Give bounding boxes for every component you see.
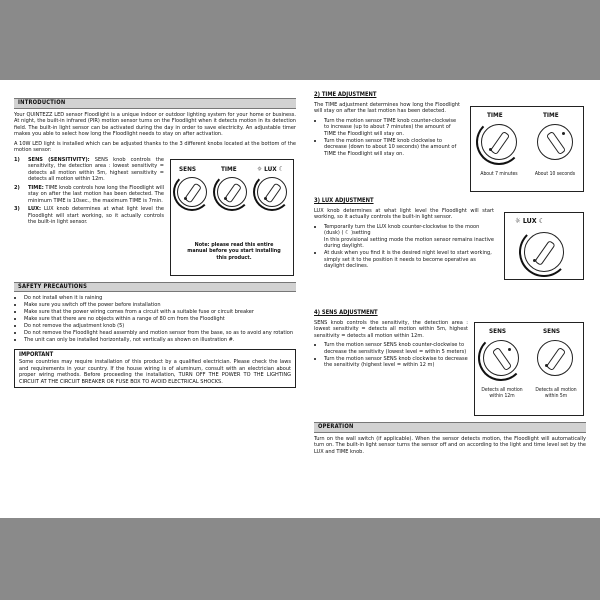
- time-adjustment-paragraph: The TIME adjustment determines how long the Floodlight will stay on after the last motion has been detected.: [314, 101, 460, 114]
- important-heading: IMPORTANT: [19, 351, 54, 358]
- lux-adjustment-heading: 3) LUX ADJUSTMENT: [314, 198, 374, 204]
- time-knob-min: [537, 124, 573, 160]
- lux-adjustment-paragraph: LUX knob determines at what light level the Floodlight will start working, so it actually controls the built-in light sensor.: [314, 207, 494, 220]
- lux-knob-label: LUX: [522, 217, 537, 225]
- important-text: Some countries may require installation of this product by a qualified electrician. Please check the laws and requirements in your country. If the house wiring is of aluminum, consult with an electrician about proper wiring methods. Before proceeding the installation, TURN OFF THE POWER TO THE LIGHTING CIRCUIT AT THE CIRCUIT BREAKER OR FUSE BOX TO AVOID ELECTRICAL SHOCKS.: [19, 359, 291, 385]
- time-knob-label: TIME: [487, 111, 503, 119]
- list-item: • Do not remove the adjustment knob (5): [24, 323, 296, 330]
- knob-list: [14, 157, 164, 228]
- lux-adjustment-list: [314, 224, 494, 270]
- sens-adjustment-heading: 4) SENS ADJUSTMENT: [314, 310, 378, 316]
- important-box: [14, 349, 296, 389]
- list-item: • Do not remove the Floodlight head assembly and motion sensor from the base, so as to avoid any rotation: [24, 330, 296, 337]
- right-column: [314, 92, 586, 458]
- sens-max-caption: Detects all motion within 12m: [481, 387, 523, 399]
- knob-list-item: 2) TIME: TIME knob controls how long the Floodlight will stay on after the last motion has been detected. The minimum TIME is 10sec., the maximum TIME is 7min.: [14, 184, 164, 204]
- sens-adjustment-paragraph: SENS knob controls the sensitivity, the detection area : lowest sensitivity = detects all motion within 5m, highest sensitivity = detects all motion within 12m.: [314, 319, 468, 339]
- list-item: • The unit can only be installed horizontally, not vertically as shown on illustration #.: [24, 337, 296, 344]
- sens-adjustment-list: [314, 342, 468, 369]
- list-item: • Temporarily turn the LUX knob counter-clockwise to the moon (dusk) ( ☾ )setting In this provisional setting mode the motion sensor remains inactive during daylight.: [324, 224, 494, 250]
- safety-heading: SAFETY PRECAUTIONS: [14, 282, 296, 293]
- lux-knob-label: LUX: [264, 164, 277, 173]
- lux-knob-box: [504, 212, 584, 280]
- list-item: • Make sure that there are no objects within a range of 80 cm from the Floodlight: [24, 316, 296, 323]
- moon-icon: ☾: [538, 217, 545, 225]
- list-item: • Turn the motion sensor TIME knob counter-clockwise to increase (up to about 7 minutes) the amount of TIME the Floodlight will stay on.: [324, 118, 460, 138]
- operation-heading: OPERATION: [314, 422, 586, 433]
- sens-knob-label: SENS: [543, 327, 561, 335]
- sens-knob-min: [537, 340, 573, 376]
- time-knob: [217, 177, 247, 207]
- knob-list-item: 3) LUX: LUX knob determines at what light level the Floodlight will start working, so it actually controls the built-in light sensor.: [14, 206, 164, 225]
- knobs-illustration-box: [170, 159, 294, 276]
- sun-icon: ☼: [257, 164, 263, 173]
- list-item: • Turn the motion sensor TIME knob clockwise to decrease (down to about 10 seconds) the amount of TIME the Floodlight will stay on.: [324, 138, 460, 158]
- sens-min-caption: Detects all motion within 5m: [535, 387, 577, 399]
- time-knobs-box: [470, 106, 584, 192]
- installation-note: Note: please read this entire manual before you start installing this product.: [187, 241, 281, 261]
- lux-knob: [257, 177, 287, 207]
- introduction-paragraph: Your QUINTEZZ LED sensor Floodlight is a unique indoor or outdoor lighting system for your home or business. At night, the built-in infrared (PIR) motion sensor turns on the Floodlight when it detects motion in its detection field. The built-in light sensor can be activated during the day in order to save electricity. An adjustable timer makes you able to select how long the Floodlight needs to stay on after activation.: [14, 111, 296, 137]
- list-item: • Make sure you switch off the power before installation: [24, 302, 296, 309]
- list-item: • Do not install when it is raining: [24, 295, 296, 302]
- knob-list-item: 1) SENS (SENSITIVITY): SENS knob controls the sensitivity, the detection area : lowest sensitivity = detects all motion within 5m, highest sensitivity = detects all motion within 12m.: [14, 156, 164, 182]
- time-knob-max: [481, 124, 517, 160]
- time-adjustment-heading: 2) TIME ADJUSTMENT: [314, 92, 377, 98]
- sun-icon: ☼: [515, 217, 521, 225]
- safety-list: [14, 295, 296, 344]
- time-adjustment-list: [314, 118, 460, 158]
- list-item: • Turn the motion sensor SENS knob clockwise to decrease the sensitivity (highest level = within 12 m): [324, 356, 468, 369]
- time-min-caption: About 10 seconds: [534, 171, 576, 177]
- time-knob-label: TIME: [221, 164, 237, 173]
- operation-text: Turn on the wall switch (if applicable). When the sensor detects motion, the Floodlight will automatically turn on. The built-in light sensor turns the sensor off and on according to the light and time level set by the LUX and TIME knob.: [314, 435, 586, 455]
- manual-page: [0, 80, 600, 518]
- sens-knob-label: SENS: [179, 164, 197, 173]
- left-column: [14, 98, 296, 388]
- time-max-caption: About 7 minutes: [480, 171, 518, 177]
- introduction-knobs-paragraph: A 10W LED light is installed which can be adjusted thanks to the 3 different knobs located at the bottom of the motion sensor:: [14, 140, 296, 153]
- sens-knob-max: [483, 340, 519, 376]
- sens-knob-label: SENS: [489, 327, 507, 335]
- lux-knob: [524, 232, 564, 272]
- sens-knobs-box: [474, 322, 584, 416]
- list-item: • Turn the motion sensor SENS knob counter-clockwise to decrease the sensitivity (lowest level = within 5 meters): [324, 342, 468, 355]
- list-item: • At dusk when you find it is the desired night level to start working, simply set it to the position it needs to become operative as daylight declines.: [324, 250, 494, 270]
- introduction-heading: INTRODUCTION: [14, 98, 296, 109]
- time-knob-label: TIME: [543, 111, 559, 119]
- moon-icon: ☾: [278, 164, 284, 173]
- sens-knob: [177, 177, 207, 207]
- list-item: • Make sure that the power wiring comes from a circuit with a suitable fuse or circuit breaker: [24, 309, 296, 316]
